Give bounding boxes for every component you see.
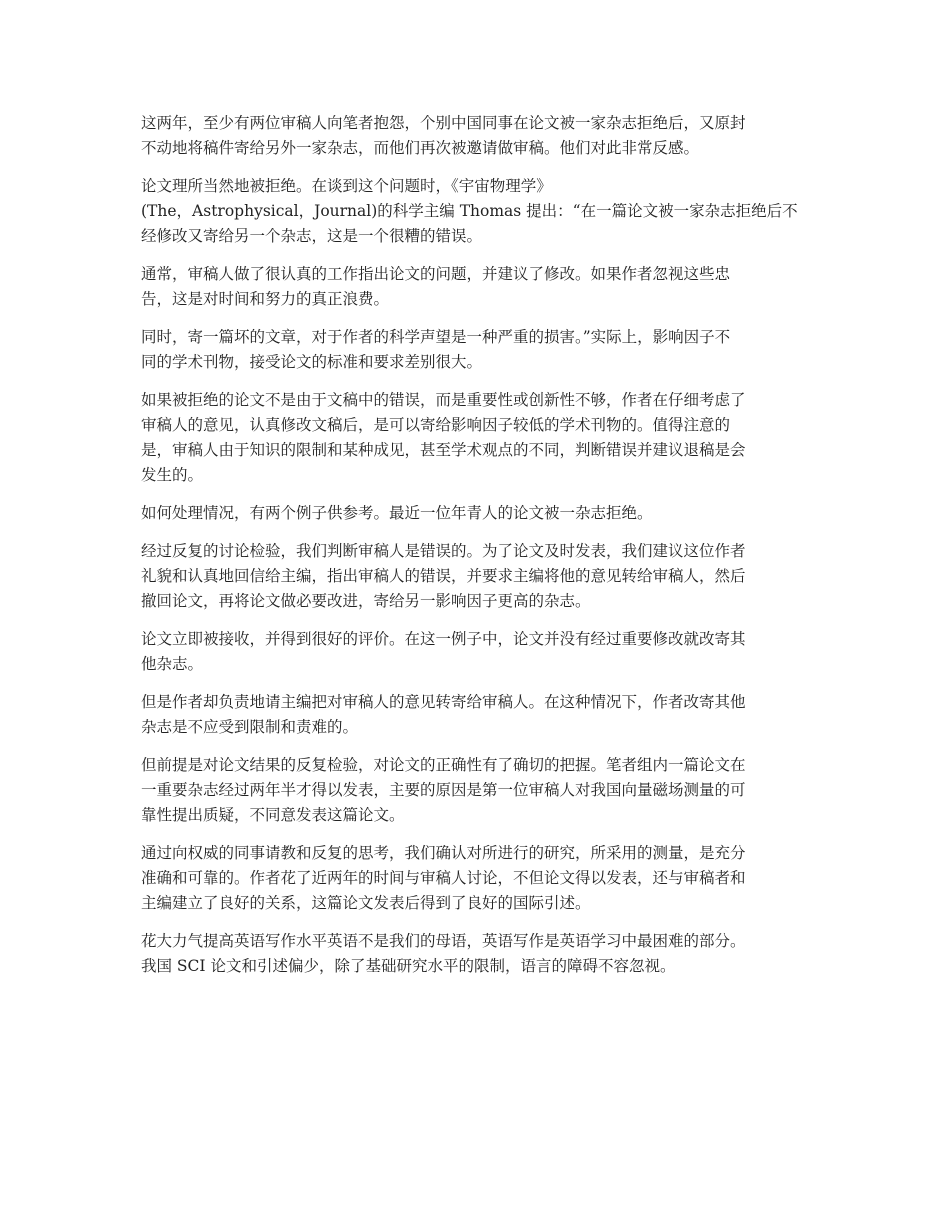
paragraph-12: 花大力气提高英语写作水平英语不是我们的母语，英语写作是英语学习中最困难的部分。 我国 SCI 论文和引述偏少，除了基础研究水平的限制，语言的障碍不容忽视。 xyxy=(141,932,746,975)
paragraph-5: 如果被拒绝的论文不是由于文稿中的错误，而是重要性或创新性不够，作者在仔细考虑了 审稿人的意见，认真修改文稿后，是可以寄给影响因子较低的学术刊物的。值得注意的 是，审稿人由于知识的限制和某种成见，甚至学术观点的不同，判断错误并建议退稿是会 发生的。 xyxy=(141,391,746,484)
paragraph-1: 这两年，至少有两位审稿人向笔者抱怨，个别中国同事在论文被一家杂志拒绝后，又原封 不动地将稿件寄给另外一家杂志，而他们再次被邀请做审稿。他们对此非常反感。 xyxy=(141,114,746,157)
paragraph-11: 通过向权威的同事请教和反复的思考，我们确认对所进行的研究，所采用的测量，是充分 准确和可靠的。作者花了近两年的时间与审稿人讨论，不但论文得以发表，还与审稿者和 主编建立了良好的关系，这篇论文发表后得到了良好的国际引述。 xyxy=(141,844,746,912)
paragraph-7: 经过反复的讨论检验，我们判断审稿人是错误的。为了论文及时发表，我们建议这位作者 礼貌和认真地回信给主编，指出审稿人的错误，并要求主编将他的意见转给审稿人，然后 撤回论文，再将论文做必要改进，寄给另一影响因子更高的杂志。 xyxy=(141,542,746,610)
paragraph-8: 论文立即被接收，并得到很好的评价。在这一例子中，论文并没有经过重要修改就改寄其 他杂志。 xyxy=(141,630,746,673)
paragraph-6: 如何处理情况，有两个例子供参考。最近一位年青人的论文被一杂志拒绝。 xyxy=(141,504,653,522)
paragraph-10: 但前提是对论文结果的反复检验，对论文的正确性有了确切的把握。笔者组内一篇论文在 一重要杂志经过两年半才得以发表，主要的原因是第一位审稿人对我国向量磁场测量的可 靠性提出质疑，不同意发表这篇论文。 xyxy=(141,756,746,824)
paragraph-9: 但是作者却负责地请主编把对审稿人的意见转寄给审稿人。在这种情况下，作者改寄其他 杂志是不应受到限制和责难的。 xyxy=(141,693,746,736)
paragraph-2: 论文理所当然地被拒绝。在谈到这个问题时，《宇宙物理学》 (The，Astrophysical，Journal)的科学主编 Thomas 提出：“在一篇论文被一家杂志拒绝后不 经修改又寄给另一个杂志，这是一个很糟的错误。 xyxy=(141,177,798,245)
document-body xyxy=(141,111,809,992)
paragraph-4: 同时，寄一篇坏的文章，对于作者的科学声望是一种严重的损害。”实际上，影响因子不 同的学术刊物，接受论文的标准和要求差别很大。 xyxy=(141,328,731,371)
paragraph-3: 通常，审稿人做了很认真的工作指出论文的问题，并建议了修改。如果作者忽视这些忠 告，这是对时间和努力的真正浪费。 xyxy=(141,265,731,308)
